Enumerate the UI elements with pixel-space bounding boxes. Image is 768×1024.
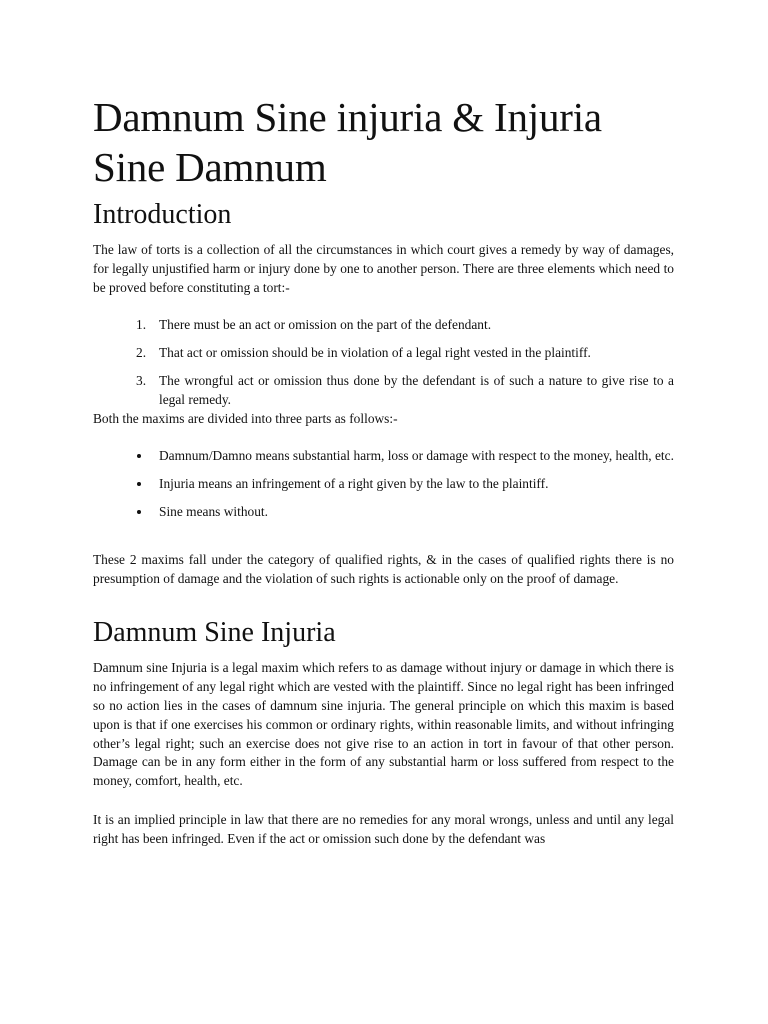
list-item-text: That act or omission should be in violation of a legal right vested in the plaintiff. (159, 345, 591, 361)
list-number: 1. (136, 317, 147, 333)
document-page (93, 92, 674, 849)
bullet-icon (137, 454, 141, 458)
document-title: Damnum Sine injuria & Injuria Sine Damnum (93, 94, 602, 190)
introduction-heading: Introduction (93, 199, 232, 230)
list-item (159, 447, 674, 466)
tort-elements-list (93, 316, 674, 409)
list-number: 2. (136, 345, 147, 361)
list-item (159, 503, 674, 522)
list-item (136, 316, 674, 335)
introduction-paragraph: The law of torts is a collection of all the circumstances in which court gives a remedy by way of damages, for legally unjustified harm or injury done by one to another person. There are three elements which need to be proved before constituting a tort:- (93, 242, 674, 295)
list-number: 3. (136, 372, 147, 388)
list-item (136, 372, 674, 410)
implied-principle-paragraph: It is an implied principle in law that there are no remedies for any moral wrongs, unless and until any legal right has been infringed. Even if the act or omission such done by the defendant was (93, 811, 674, 846)
damnum-definition-paragraph: Damnum sine Injuria is a legal maxim which refers to as damage without injury or damage in which there is no infringement of any legal right which are vested with the plaintiff. Since no legal right has been infringed so no action lies in the cases of damnum sine injuria. The general principle on which this maxim is based upon is that if one exercises his common or ordinary rights, within reasonable limits, and without infringing other’s legal right; such an exercise does not give rise to an action in tort in favour of that other person. Damage can be in any form either in the form of any substantial harm or loss suffered from respect to the money, comfort, health, etc. (93, 660, 674, 789)
list-item-text: Damnum/Damno means substantial harm, loss or damage with respect to the money, health, etc. (159, 448, 674, 464)
qualified-rights-paragraph: These 2 maxims fall under the category of qualified rights, & in the cases of qualified rights there is no presumption of damage and the violation of such rights is actionable only on the proof of damage. (93, 551, 674, 586)
damnum-sine-injuria-heading: Damnum Sine Injuria (93, 617, 336, 649)
list-item-text: Injuria means an infringement of a right given by the law to the plaintiff. (159, 476, 549, 492)
bullet-icon (137, 510, 141, 514)
list-item (136, 344, 674, 363)
maxim-parts-list (93, 447, 674, 521)
maxims-intro-text: Both the maxims are divided into three parts as follows:- (93, 410, 398, 426)
list-item-text: Sine means without. (159, 503, 268, 519)
list-item-text: The wrongful act or omission thus done by the defendant is of such a nature to give rise to a legal remedy. (159, 372, 674, 407)
bullet-icon (137, 482, 141, 486)
list-item (159, 475, 674, 494)
list-item-text: There must be an act or omission on the part of the defendant. (159, 317, 492, 333)
